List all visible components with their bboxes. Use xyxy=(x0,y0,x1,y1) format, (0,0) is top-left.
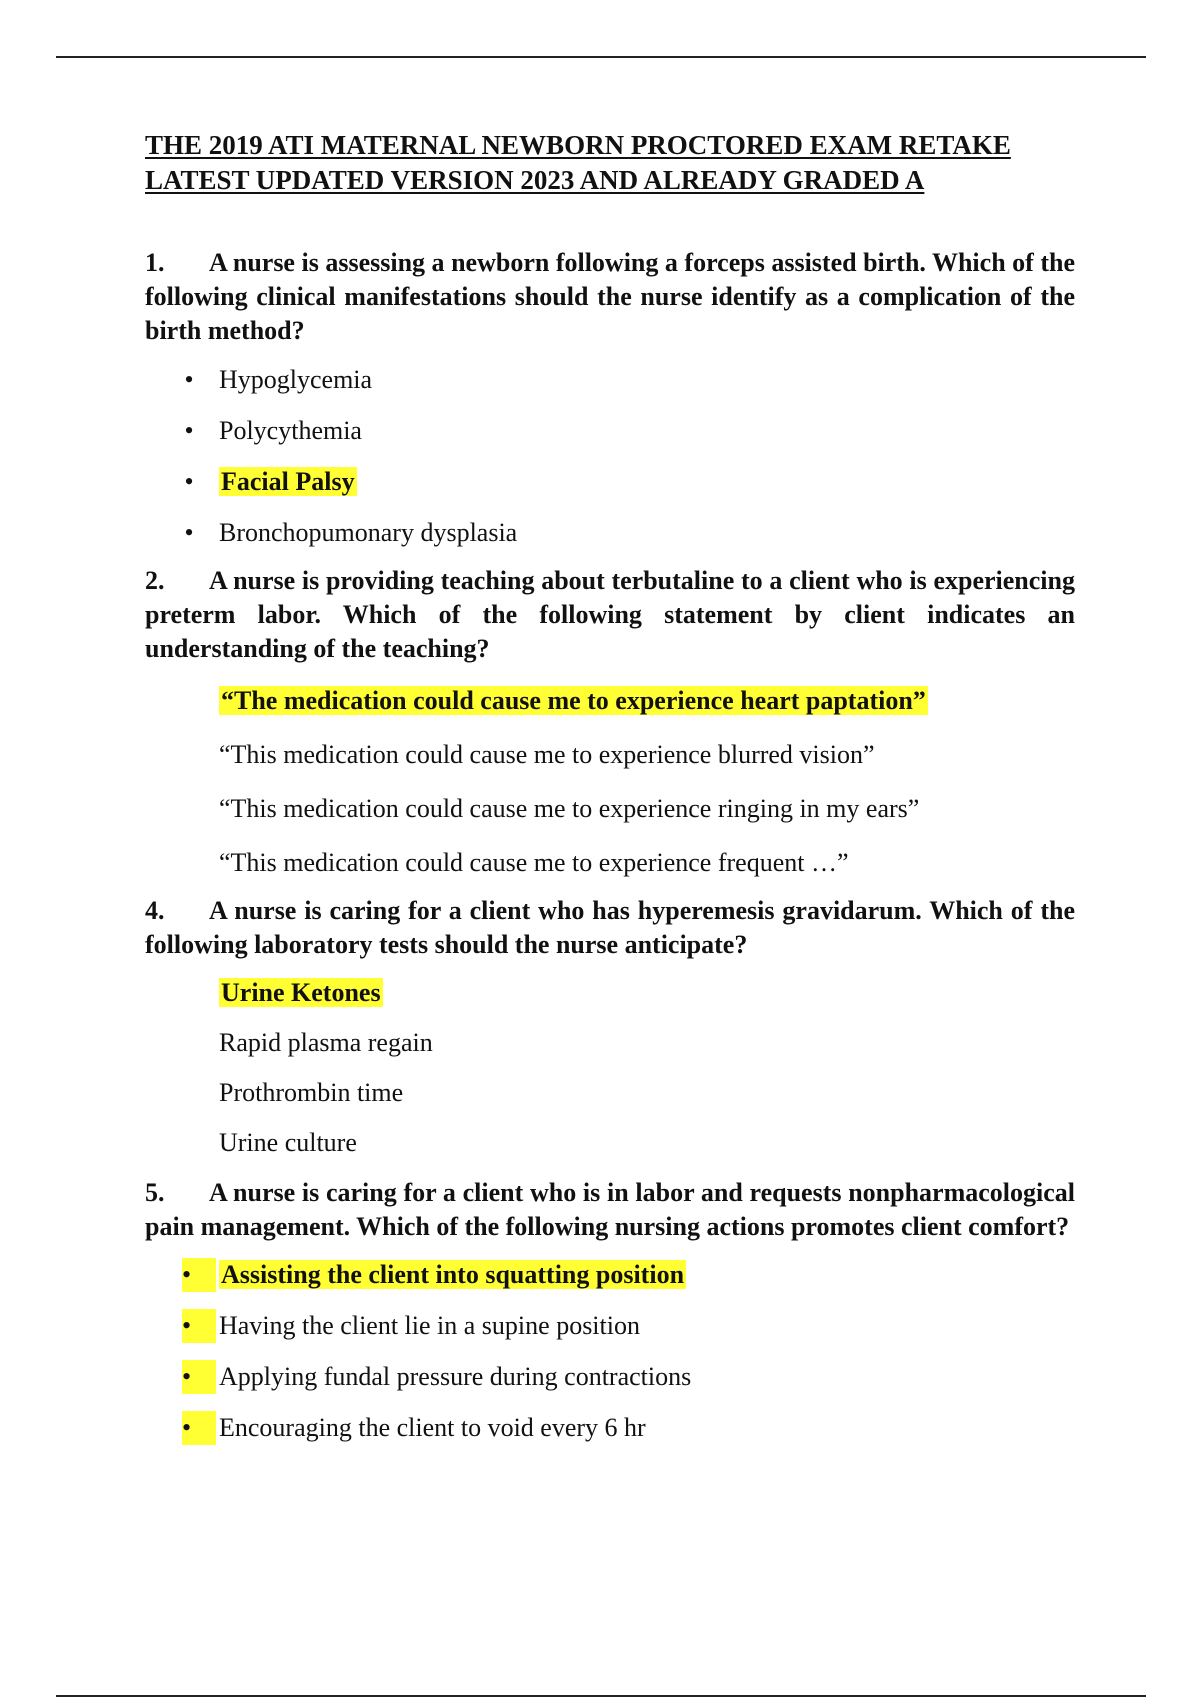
option-text: Urine culture xyxy=(219,1128,357,1157)
option xyxy=(145,846,1075,880)
question-2-options xyxy=(145,684,1075,880)
option xyxy=(145,792,1075,826)
option-text: Having the client lie in a supine position xyxy=(219,1311,640,1340)
bullet-icon: • xyxy=(184,518,194,547)
option xyxy=(145,1411,1075,1445)
option-correct xyxy=(145,465,1075,499)
option-text-highlighted: “The medication could cause me to experience heart paptation” xyxy=(221,686,926,715)
question-1 xyxy=(145,246,1075,348)
option-text: Encouraging the client to void every 6 hr xyxy=(219,1413,646,1442)
option-text: Rapid plasma regain xyxy=(219,1028,433,1057)
option xyxy=(145,738,1075,772)
option-text: Bronchopumonary dysplasia xyxy=(219,518,518,547)
question-2 xyxy=(145,564,1075,666)
option-text-highlighted: Assisting the client into squatting position xyxy=(221,1260,685,1289)
question-4 xyxy=(145,894,1075,962)
question-number: 4. xyxy=(145,896,165,925)
bullet-icon: • xyxy=(182,1360,216,1394)
question-4-options xyxy=(145,976,1075,1160)
option-text-highlighted: Urine Ketones xyxy=(221,978,381,1007)
option-text: “This medication could cause me to experience ringing in my ears” xyxy=(219,794,920,823)
bullet-icon: • xyxy=(184,467,194,496)
bottom-rule xyxy=(56,1695,1146,1697)
option-text-highlighted: Facial Palsy xyxy=(221,467,355,496)
question-text: A nurse is providing teaching about terbutaline to a client who is experiencing preterm labor. Which of the following statement by client indicates an understanding of the teaching? xyxy=(145,566,1075,663)
option-text: Prothrombin time xyxy=(219,1078,404,1107)
title-line-2: LATEST UPDATED VERSION 2023 AND ALREADY GRADED A xyxy=(145,165,925,195)
option xyxy=(145,1360,1075,1394)
question-text: A nurse is assessing a newborn following a forceps assisted birth. Which of the following clinical manifestations should the nurse identify as a complication of the birth method? xyxy=(145,248,1075,345)
option xyxy=(145,414,1075,448)
question-text: A nurse is caring for a client who is in labor and requests nonpharmacological pain management. Which of the following nursing actions promotes client comfort? xyxy=(145,1178,1075,1241)
option-text: Hypoglycemia xyxy=(219,365,373,394)
bullet-icon: • xyxy=(182,1258,216,1292)
question-number: 5. xyxy=(145,1178,165,1207)
bullet-icon: • xyxy=(182,1411,216,1445)
option xyxy=(145,1126,1075,1160)
option-correct xyxy=(145,1258,1075,1292)
bullet-icon: • xyxy=(182,1309,216,1343)
option xyxy=(145,1026,1075,1060)
option xyxy=(145,363,1075,397)
option xyxy=(145,1309,1075,1343)
question-5-options xyxy=(145,1258,1075,1445)
document-page xyxy=(145,128,1075,1445)
bullet-icon: • xyxy=(184,416,194,445)
title-line-1: THE 2019 ATI MATERNAL NEWBORN PROCTORED EXAM RETAKE xyxy=(145,130,1011,160)
option xyxy=(145,1076,1075,1110)
option-correct xyxy=(145,684,1075,718)
document-title xyxy=(145,128,1075,198)
question-number: 2. xyxy=(145,566,165,595)
question-1-options xyxy=(145,363,1075,550)
question-5 xyxy=(145,1176,1075,1244)
option xyxy=(145,516,1075,550)
question-text: A nurse is caring for a client who has hyperemesis gravidarum. Which of the following laboratory tests should the nurse anticipate? xyxy=(145,896,1075,959)
option-correct xyxy=(145,976,1075,1010)
top-rule xyxy=(56,56,1146,58)
question-number: 1. xyxy=(145,248,165,277)
option-text: “This medication could cause me to experience blurred vision” xyxy=(219,740,875,769)
option-text: Polycythemia xyxy=(219,416,362,445)
option-text: Applying fundal pressure during contractions xyxy=(219,1362,692,1391)
option-text: “This medication could cause me to experience frequent …” xyxy=(219,848,849,877)
bullet-icon: • xyxy=(184,365,194,394)
